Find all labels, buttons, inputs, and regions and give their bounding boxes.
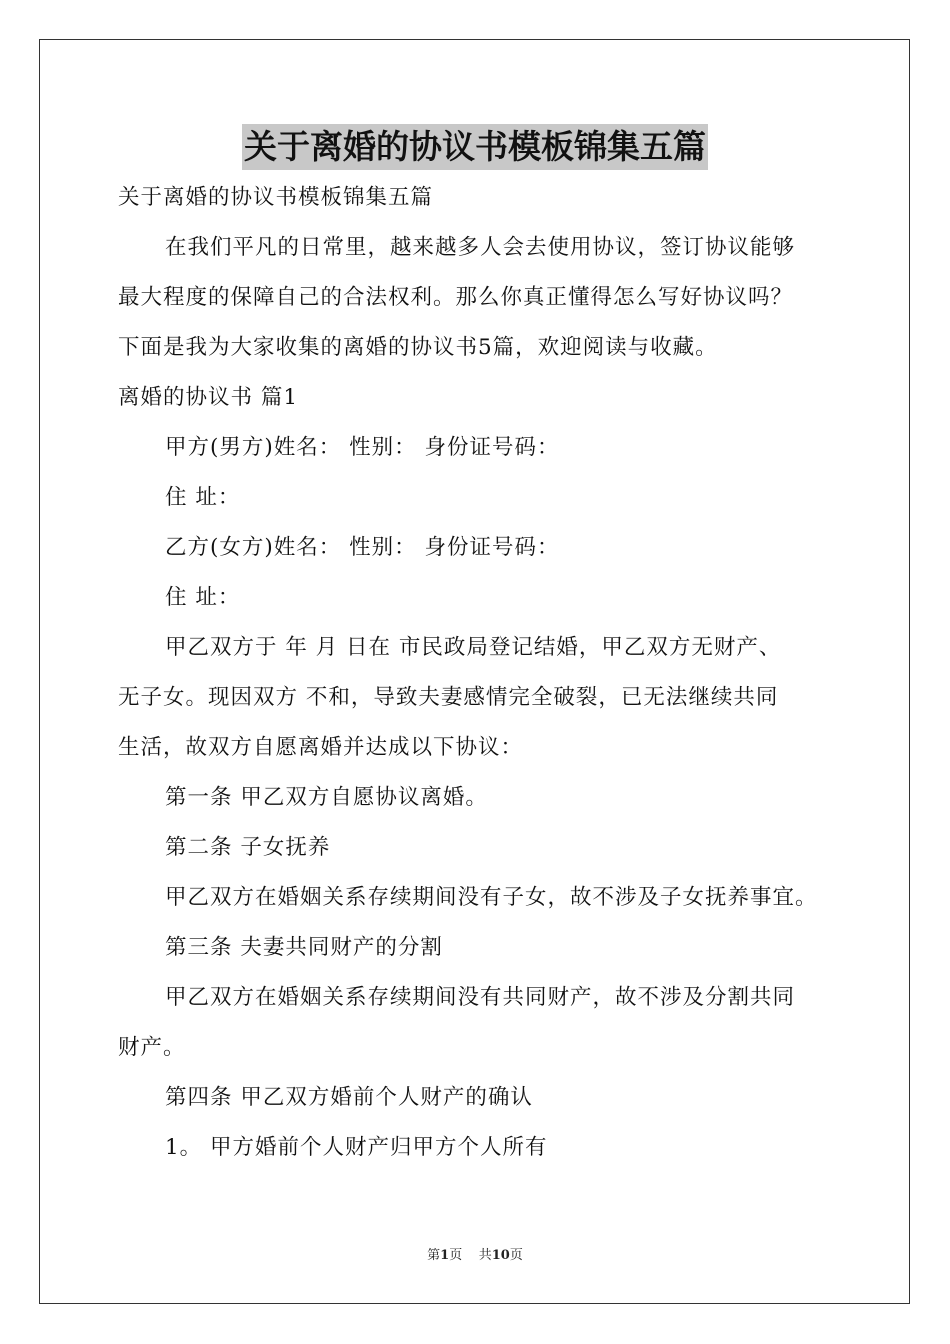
article-3: 第三条 夫妻共同财产的分割 — [165, 935, 443, 960]
paragraph-line: 生活，故双方自愿离婚并达成以下协议： — [118, 735, 524, 760]
footer-page-current: 1 — [440, 1248, 450, 1263]
footer-page-total: 10 — [491, 1248, 510, 1263]
paragraph-line: 在我们平凡的日常里，越来越多人会去使用协议，签订协议能够 — [165, 235, 796, 260]
article-2: 第二条 子女抚养 — [165, 835, 331, 860]
subtitle-line: 关于离婚的协议书模板锦集五篇 — [118, 185, 434, 210]
section-heading: 离婚的协议书 篇1 — [118, 385, 299, 410]
footer-suffix: 页 — [509, 1248, 523, 1263]
paragraph-line: 甲乙双方在婚姻关系存续期间没有子女，故不涉及子女抚养事宜。 — [165, 885, 818, 910]
party-a-address: 住 址： — [165, 485, 241, 510]
party-b-line: 乙方(女方)姓名： 性别： 身份证号码： — [165, 535, 560, 560]
title-wrap — [0, 124, 950, 170]
article-1: 第一条 甲乙双方自愿协议离婚。 — [165, 785, 488, 810]
paragraph-line: 下面是我为大家收集的离婚的协议书5篇，欢迎阅读与收藏。 — [118, 335, 718, 360]
paragraph-line: 甲乙双方在婚姻关系存续期间没有共同财产，故不涉及分割共同 — [165, 985, 796, 1010]
paragraph-line: 甲乙双方于 年 月 日在 市民政局登记结婚，甲乙双方无财产、 — [165, 635, 782, 660]
page-border — [39, 39, 910, 1304]
footer-prefix: 第 — [427, 1248, 441, 1263]
list-item: 1。 甲方婚前个人财产归甲方个人所有 — [165, 1135, 548, 1160]
paragraph-line: 最大程度的保障自己的合法权利。那么你真正懂得怎么写好协议吗？ — [118, 285, 794, 310]
party-b-address: 住 址： — [165, 585, 241, 610]
article-4: 第四条 甲乙双方婚前个人财产的确认 — [165, 1085, 533, 1110]
page-footer — [0, 1247, 950, 1265]
party-a-line: 甲方(男方)姓名： 性别： 身份证号码： — [165, 435, 560, 460]
footer-mid: 页 共 — [449, 1248, 492, 1263]
document-title: 关于离婚的协议书模板锦集五篇 — [242, 124, 708, 170]
paragraph-line: 无子女。现因双方 不和，导致夫妻感情完全破裂，已无法继续共同 — [118, 685, 779, 710]
paragraph-line: 财产。 — [118, 1035, 186, 1060]
